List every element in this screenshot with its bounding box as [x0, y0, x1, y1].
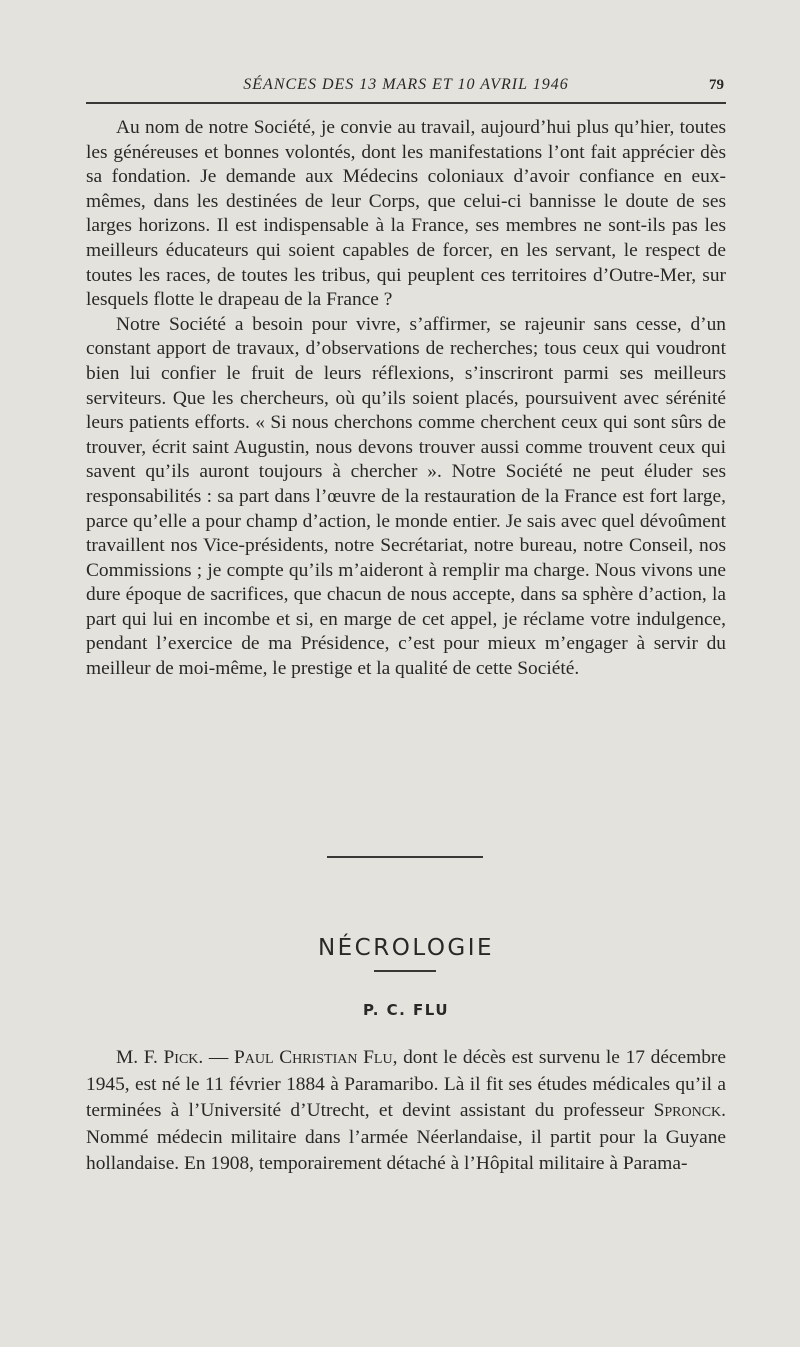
subject-name: Paul Christian Flu — [233, 1047, 393, 1068]
heading-underline — [374, 970, 436, 972]
running-header — [86, 72, 726, 104]
paragraph: Au nom de notre Société, je convie au travail, aujourd’hui plus qu’hier, toutes les généreuses et bonnes volontés, dont les manifestations l’ont fait apprécier dès sa fondation. Je demande aux Médecins coloniaux d’avoir confiance en eux-mêmes, dans les destinées de leur Corps, que celui-ci bannisse le doute de ses larges horizons. Il est indispensable à la France, ses membres ne sont-ils pas les meilleurs éducateurs qui soient capables de forcer, en les servant, le respect de toutes les races, de toutes les tribus, qui peuplent ces territoires d’Outre-Mer, sur lesquels flotte le drapeau de la France ? — [86, 117, 726, 311]
paragraph: Notre Société a besoin pour vivre, s’affirmer, se rajeunir sans cesse, d’un constant apport de travaux, d’observations de recherches; tous ceux qui voudront bien lui confier le fruit de leurs réflexions, s’inscriront parmi ses meilleurs serviteurs. Que les chercheurs, où qu’ils soient placés, poursuivent avec sérénité leurs patients efforts. « Si nous cherchons comme cherchent ceux qui sont sûrs de trouver, écrit saint Augustin, nous devons trouver aussi comme trouvent ceux qui savent qu’ils auront toujours à chercher ». Notre Société ne peut éluder ses responsabilités : sa part dans l’œuvre de la restauration de la France est fort large, parce qu’elle a pour champ d’action, le monde entier. Je sais avec quel dévoûment travaillent nos Vice-présidents, notre Secrétariat, notre bureau, notre Conseil, nos Commissions ; je compte qu’ils m’aideront à remplir ma charge. Nous vivons une dure époque de sacrifices, que chacun de nous accepte, dans sa sphère d’action, la part qui lui en incombe et si, en marge de cet appel, je réclame votre indulgence, pendant l’exercice de ma Présidence, c’est pour mieux m’engager à servir du meilleur de moi-même, le prestige et la qualité de cette Société. — [86, 313, 726, 680]
author-name: M. F. Pick. — [116, 1047, 204, 1068]
section-title: NÉCROLOGIE — [317, 935, 495, 961]
running-title: SÉANCES DES 13 MARS ET 10 AVRIL 1946 — [243, 76, 569, 93]
article-body — [86, 116, 726, 682]
obituary-text — [86, 1045, 726, 1178]
section-divider — [327, 856, 483, 858]
professor-name: Spronck — [653, 1100, 722, 1121]
obituary-text-part: , dont le décès est survenu le 17 décembre 1945, est né le 11 février 1884 à Paramaribo. Là il fit ses études médicales qu’il a terminées à l’Université d’Utrecht, et devint assistant du professeur — [86, 1047, 726, 1121]
obituary-subject-heading: P. C. FLU — [362, 1001, 450, 1019]
page-number: 79 — [709, 77, 724, 93]
obituary-text-part: . Nommé médecin militaire dans l’armée Néerlandaise, il partit pour la Guyane hollandaise. En 1908, temporairement détaché à l’Hôpital militaire à Parama- — [86, 1100, 726, 1174]
dash: — — [203, 1047, 234, 1068]
obituary-paragraph — [86, 1045, 726, 1178]
